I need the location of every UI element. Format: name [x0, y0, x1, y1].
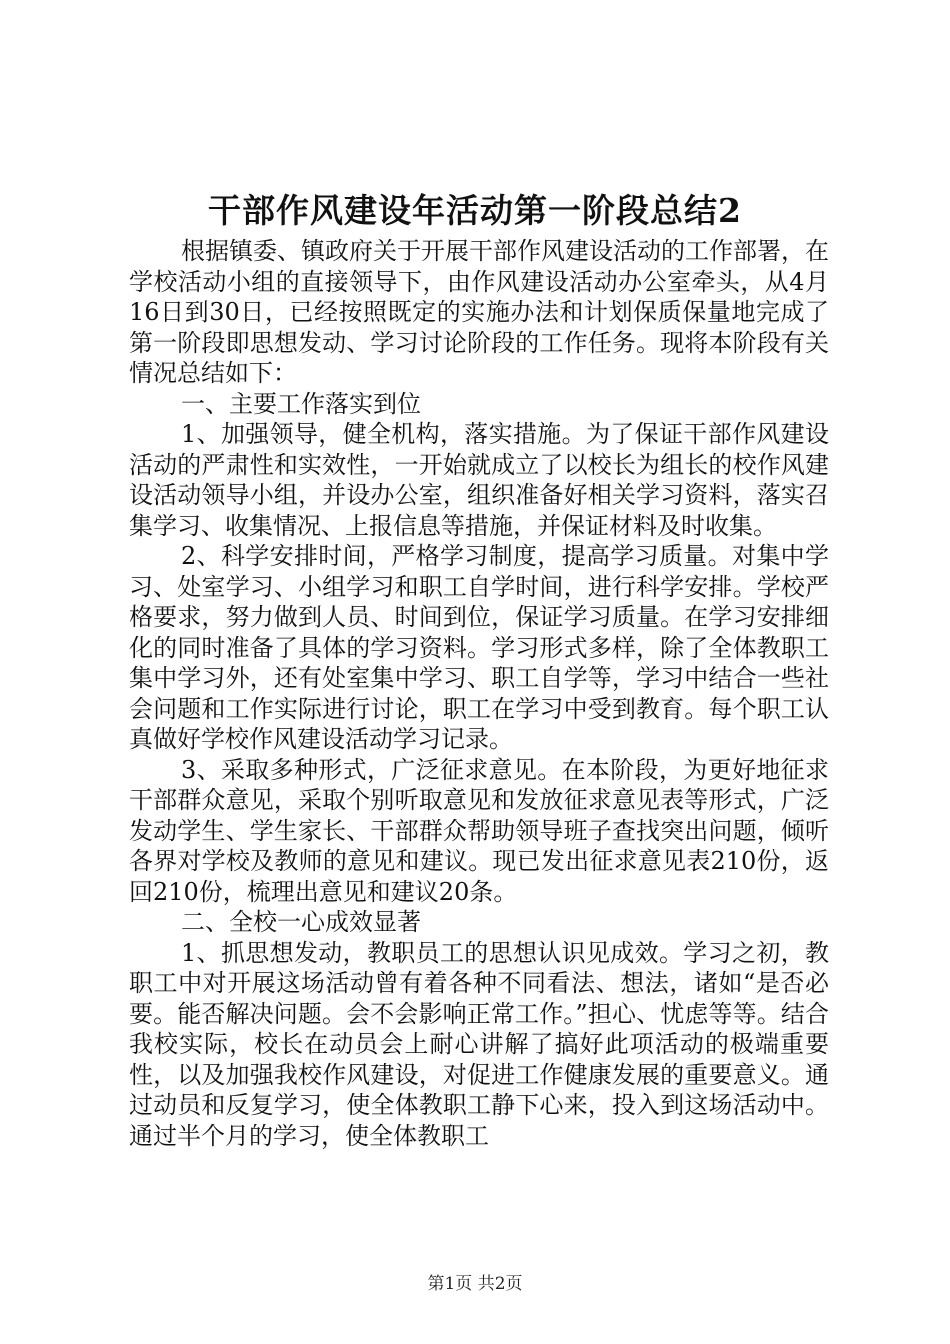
document-title: 干部作风建设年活动第一阶段总结2	[208, 191, 742, 230]
paragraph-1-3: 3、采取多种形式，广泛征求意见。在本阶段，为更好地征求干部群众意见，采取个别听取意见和发放征求意见表等形式，广泛发动学生、学生家长、干部群众帮助领导班子查找突出问题，倾听各界对学校及教师的意见和建议。现已发出征求意见表210份，返回210份，梳理出意见和建议20条。	[129, 755, 829, 906]
paragraph-intro: 根据镇委、镇政府关于开展干部作风建设活动的工作部署，在学校活动小组的直接领导下，由作风建设活动办公室牵头，从4月16日到30日，已经按照既定的实施办法和计划保质保量地完成了第一阶段即思想发动、学习讨论阶段的工作任务。现将本阶段有关情况总结如下：	[129, 237, 829, 387]
paragraph-1-1: 1、加强领导，健全机构，落实措施。为了保证干部作风建设活动的严肃性和实效性，一开始就成立了以校长为组长的校作风建设活动领导小组，并设办公室，组织准备好相关学习资料，落实召集学习、收集情况、上报信息等措施，并保证材料及时收集。	[129, 420, 829, 540]
section-heading-2: 二、全校一心成效显著	[181, 908, 421, 936]
page-footer: 第1页 共2页	[427, 1274, 523, 1294]
section-heading-1: 一、主要工作落实到位	[181, 389, 421, 418]
document-body	[129, 236, 829, 1151]
paragraph-1-2: 2、科学安排时间，严格学习制度，提高学习质量。对集中学习、处室学习、小组学习和职工自学时间，进行科学安排。学校严格要求，努力做到人员、时间到位，保证学习质量。在学习安排细化的同时准备了具体的学习资料。学习形式多样，除了全体教职工集中学习外，还有处室集中学习、职工自学等，学习中结合一些社会问题和工作实际进行讨论，职工在学习中受到教育。每个职工认真做好学校作风建设活动学习记录。	[129, 542, 829, 753]
paragraph-2-1: 1、抓思想发动，教职员工的思想认识见成效。学习之初，教职工中对开展这场活动曾有着各种不同看法、想法，诸如“是否必要。能否解决问题。会不会影响正常工作。”担心、忧虑等等。结合我校实际，校长在动员会上耐心讲解了搞好此项活动的极端重要性，以及加强我校作风建设，对促进工作健康发展的重要意义。通过动员和反复学习，使全体教职工静下心来，投入到这场活动中。通过半个月的学习，使全体教职工	[129, 938, 829, 1150]
